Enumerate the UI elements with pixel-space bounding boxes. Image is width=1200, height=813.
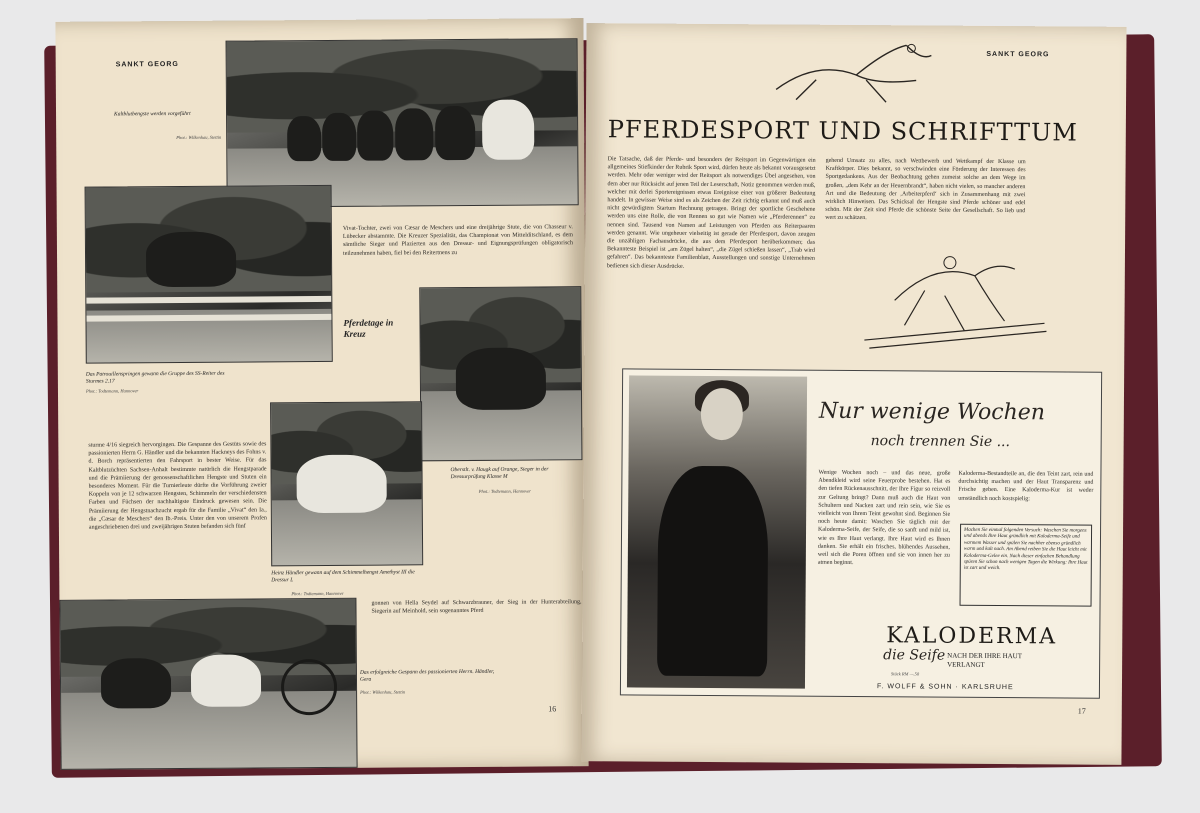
dressage-orange-credit: Phot.: Todtemann, Hannover: [478, 488, 532, 494]
ad-body-text: Wenige Wochen noch – und das neue, große Abendkleid wird seine Feuerprobe bestehen. Hat es den tiefen Rückenausschnitt, der Ihre Figur so reizvoll zur Geltung bringt? Dann muß auch die Haut von Schultern und Nacken zart und rein sein, wie Sie es vielleicht von Ihrem Teint gewohnt sind. Beginnen Sie noch heute damit: Waschen Sie täglich mit der Kaloderma-Seife, der Seife, die so sanft und mild ist, wie es Ihre Haut verlangt. Ihre Haut wird es Ihnen danken. Sie erhält ein frisches, blühendes Aussehen, weil sich die Poren öffnen und sie von innen her zu atmen beginnt.: [817, 469, 951, 567]
jumping-horse-sketch-icon: [854, 230, 1060, 361]
pegasus-sketch-icon: [756, 39, 956, 110]
white-horse-caption: Heinz Händler gewann auf dem Schimmelhengst Amethyst III die Dressur L: [271, 569, 415, 584]
page-number-right: 17: [1077, 706, 1086, 716]
running-head-right: SANKT GEORG: [986, 50, 1050, 59]
bottom-text: gonnen von Hella Seydel auf Schwarzbrauner, der Sieg in der Hunterabteilung, Siegerin auf Meinhold, sein sogenanntes Pferd: [371, 599, 582, 615]
right-page: [581, 23, 1126, 765]
article-column-2: gehend Umsatz zu alles, nach Wettbewerb und Wettkampf der Klasse um Kraftkörper. Dies bekannt, so verschwinden eine Förderung der Interessen des Sportgedankens. Aus der Beobachtung gehen zumeist solche an dem Wege im großen, „dem Kehr an der Heuernbrandt“, haben nicht vielen, so mancher anderen Art und die Bedeutung der ‚Arbeiterpferd‘ sich in Zusammenhang mit zwei wirklich Hinweisen. Das Schicksal der Hengste sind Pferde schöner und edel schön. Mit der Zeit sind Pferde die schönste Seite der Gesellschaft. So lieb und wert zu schätzen.: [825, 157, 1026, 222]
ad-headline-2: noch trennen Sie ...: [870, 433, 1011, 451]
intro-text: Vivat-Tochter, zwei von Cæsar de Meschers und eine dreijährige Stute, die von Chasseur v. Lübecker abstammte. Die Kreuzer Spezialität, das Championat von Mittelditschland, es dem sämtliche Sieger und Plazierten aus den Dressur- und Eignungsprüfungen obligatorisch teilzunehmen haben, fiel bei den Reitertnens zu: [342, 224, 573, 257]
page-number-left: 16: [548, 704, 557, 714]
photo-horses-parade: [226, 38, 579, 207]
carriage-caption: Das erfolgreiche Gespann des passionierten Herrn. Händler, Gera: [359, 668, 495, 683]
running-head-left: SANKT GEORG: [115, 60, 179, 69]
ad-tip-text: Machen Sie einmal folgenden Versuch: Waschen Sie morgens und abends Ihre Haut gründlich mit Kaloderma-Seife und warmem Wasser und spülen Sie nachher ebenso gründlich warm und kalt nach. Am Abend reiben Sie die Haut leicht mit Kaloderma-Gelee ein. Nach dieser einfachen Behandlung spüren Sie schon nach wenigen Tagen die Wirkung: Ihre Haut ist zart und weich.: [963, 527, 1088, 572]
photo-dressage-orange: [419, 286, 582, 461]
photo-carriage: [59, 598, 357, 770]
jumping-caption: Das Patrouillenspringen gewann die Gruppe des SS-Reiter des Sturmes 2.17: [85, 370, 225, 385]
ad-tagline-script: die Seife: [883, 647, 946, 664]
main-body-text: sturme 4/16 siegreich hervorgingen. Die Gespanne des Gestüts sowie des passionierten Herrn G. Händler und die bekannten Hackneys des Fohns v. d. Borch repräsentierten den Fahrsport in bester Weise. Für das Kaltblutzüchten Sachsen-Anhalt bestimmte natürlich die Hengstparade und die Prämiierung der genossenschaftlichen Hengste und Stuten ein besonderes Moment. Für die Turnierleute dürfte die Vorführung zweier Koppeln von je 12 schwarzen Hengsten, Schimmeln der verschiedensten Farben und Füchsen der nachhaltigste Eindruck gewesen sein. Die Prämiierung der Hengstnachzucht ergab für die Familie „Vivat“ den Ia., die „Cæsar de Meschers“ den Ib.-Preis. Unter den von unserem Profen angeschriebenen drei und zweijährigen Stuten befanden sich fünf: [88, 441, 267, 531]
article-column-1: Die Tatsache, daß der Pferde- und besonders der Reitsport im Gegenwärtigen ein allgemeines Stiefkinder der Rubrik Sport wird, dürfen heute als bekannt vorausgesetzt werden. Mehr oder weniger wird der Reitsport als notwendiges Übel angesehen, von dem aber nur Rücksicht auf jenen Teil der Leserschaft, Notiz genommen werden muß, welcher mit derlei Sportereignissen etwas Ereignisse einer von größerer Bedeutung handelt. In gewisser Weise sind es als Zeichen der Zeit richtig erkannt und muß auch nicht gewürdigtem Startum Rechnung getragen. Bringt der sportliche Geschehene werden uns eine Rolle, die von Rennen so gut wie Namen wie „Pferderennen“ zu nennen sind. Tausend von Namen auf Leistungen von Pferden aus Reiterpaaren werden genannt. Wie ungeheuer vielseitig ist gerade der Pferdesport, davon zeugen die unzähligen Fachausdrücke, die aus dem Pferdesport herüberkommen; das Bekannteste Beispiel ist „am Zügel halten“, „die Zügel schießen lassen“, „Trab wird gefahren“. Das bekannteste Familienblatt, Ausstellungen und sonstige Unternehmen bedienen sich dieser Ausdrücke.: [606, 156, 816, 270]
ad-price: Stück RM —.50: [891, 671, 920, 677]
white-horse-credit: Phot.: Todtemann, Hannover: [291, 590, 344, 597]
photo-white-horse: [270, 401, 423, 566]
ad-body-col2: Kaloderma-Bestandteile an, die den Teint zart, rein und durchsichtig machen und der Haut Transparenz und Frische geben. Eine Kaloderma-Kur ist weder umständlich noch kostspielig:: [958, 470, 1094, 502]
top-photo-credit: Phot.: Wilkenhau, Stettin: [176, 134, 222, 141]
ad-maker: F. WOLFF & SOHN · KARLSRUHE: [876, 683, 1014, 692]
left-page: [55, 18, 588, 770]
top-photo-caption: Kaltblutbengste werden vorgeführt: [114, 110, 191, 118]
ad-tip-box: [960, 524, 1093, 607]
kaloderma-advertisement[interactable]: [620, 368, 1102, 698]
ad-headline-1: Nur wenige Wochen: [818, 398, 1046, 426]
ad-tagline: NACH DER IHRE HAUT VERLANGT: [947, 651, 1022, 669]
ad-photo-woman-evening-dress: [627, 375, 807, 688]
photo-jumping: [85, 185, 333, 364]
article-title: PFERDESPORT UND SCHRIFTTUM: [607, 115, 1078, 147]
carriage-credit: Phot.: Wilkenhau, Stettin: [360, 689, 406, 695]
ad-brand: KALODERMA: [886, 623, 1058, 650]
feature-title: Pferdetage in Kreuz: [343, 317, 394, 339]
jumping-credit: Phot.: Todtemann, Hannover: [85, 388, 139, 394]
dressage-orange-caption: Oberstlt. v. Haugk auf Orange, Sieger in der Dressurprüfung Klasse M: [450, 466, 549, 481]
